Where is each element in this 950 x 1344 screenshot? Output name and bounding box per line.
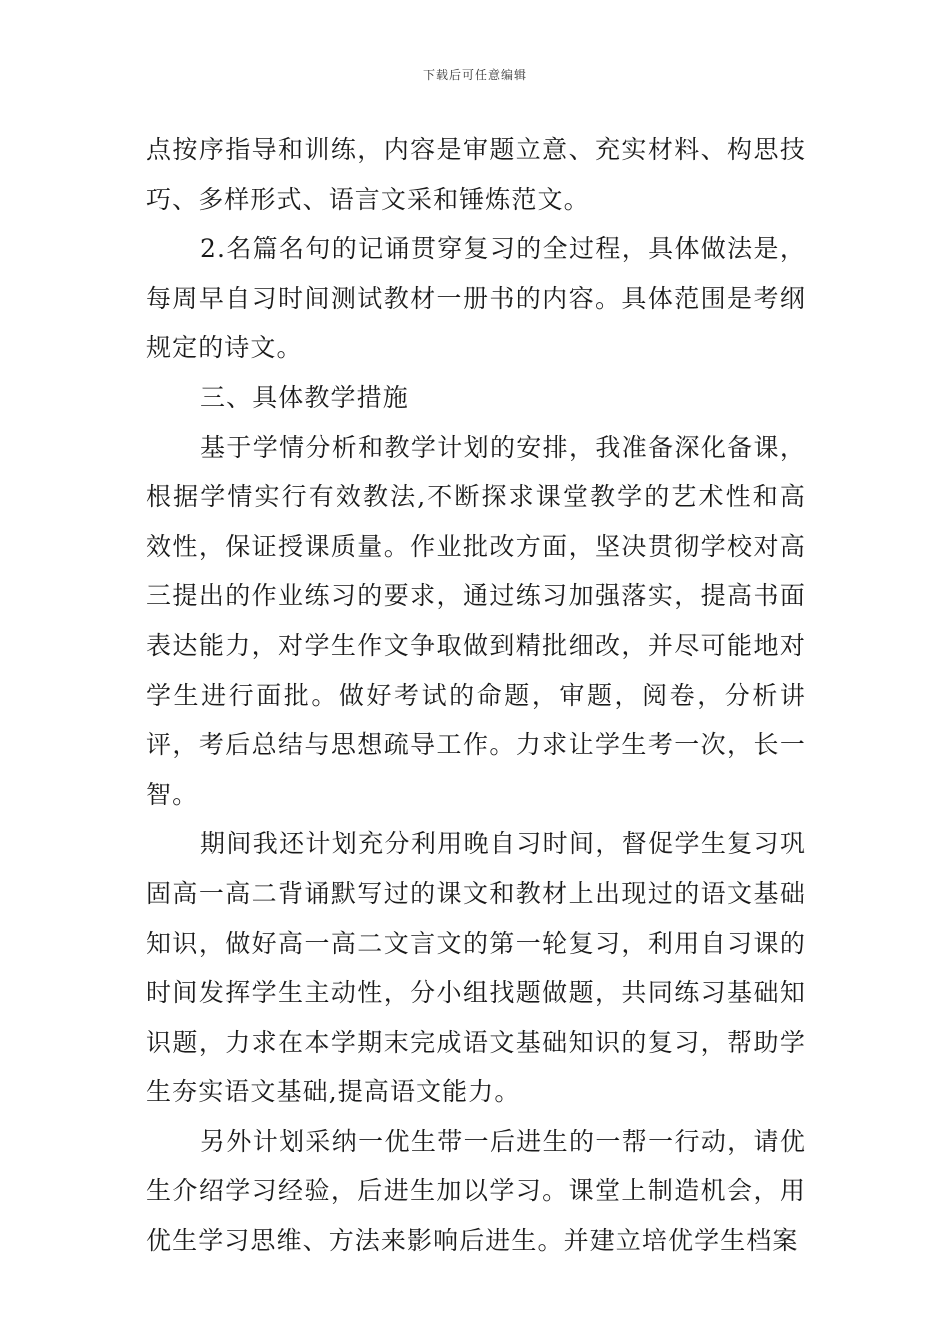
- paragraph-peer-help: 另外计划采纳一优生带一后进生的一帮一行动，请优生介绍学习经验，后进生加以学习。课堂上制造机会，用优生学习思维、方法来影响后进生。并建立培优学生档案: [146, 1126, 806, 1256]
- paragraph-continuation: 点按序指导和训练，内容是审题立意、充实材料、构思技巧、多样形式、语言文采和锤炼范文。: [146, 135, 806, 214]
- page-header: 下载后可任意编辑: [422, 68, 527, 82]
- paragraph-evening-study: 期间我还计划充分利用晚自习时间，督促学生复习巩固高一高二背诵默写过的课文和教材上出现过的语文基础知识，做好高一高二文言文的第一轮复习，利用自习课的时间发挥学生主动性，分小组找题做题，共同练习基础知识题，力求在本学期末完成语文基础知识的复习，帮助学生夯实语文基础,提高语文能力。: [146, 829, 806, 1107]
- paragraph-teaching-measures: 基于学情分析和教学计划的安排，我准备深化备课，根据学情实行有效教法,不断探求课堂教学的艺术性和高效性，保证授课质量。作业批改方面，坚决贯彻学校对高三提出的作业练习的要求，通过练习加强落实，提高书面表达能力，对学生作文争取做到精批细改，并尽可能地对学生进行面批。做好考试的命题，审题，阅卷，分析讲评，考后总结与思想疏导工作。力求让学生考一次，长一智。: [146, 432, 806, 809]
- section-heading: 三、具体教学措施: [200, 382, 409, 412]
- document-body: [146, 125, 806, 1266]
- paragraph-recitation: 2.名篇名句的记诵贯穿复习的全过程，具体做法是，每周早自习时间测试教材一册书的内容。具体范围是考纲规定的诗文。: [146, 234, 806, 363]
